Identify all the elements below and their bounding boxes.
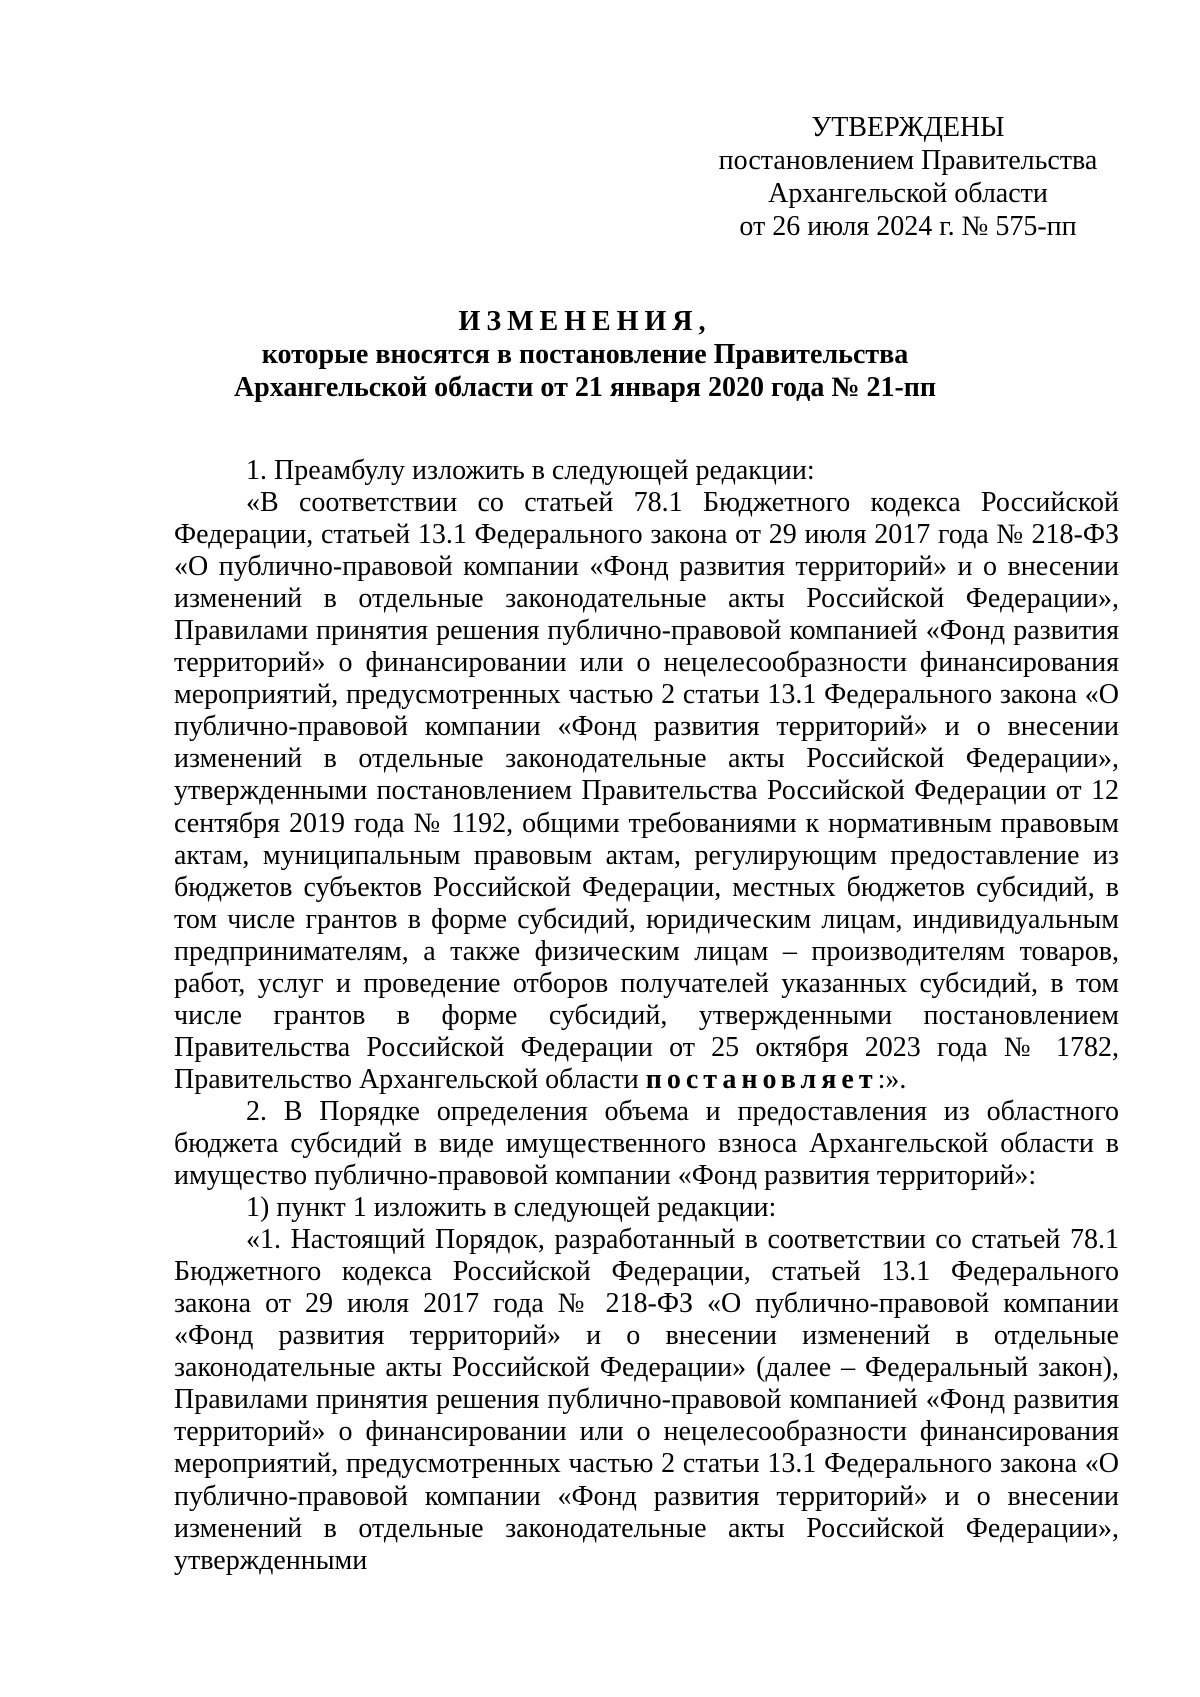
title-subtitle-line-2: Архангельской области от 21 января 2020 года № 21-пп — [233, 372, 937, 403]
paragraph-2-main: «В соответствии со статьей 78.1 Бюджетного кодекса Российской Федерации, статьей 13.1 Федерального закона от 29 июля 2017 года № 218-ФЗ «О публично-правовой компании «Фонд развития территорий» и о внесении изменений в отдельные законодательные акты Российской Федерации», Правилами принятия решения публично-правовой компанией «Фонд развития территорий» о финансировании или о нецелесообразности финансирования мероприятий, предусмотренных частью 2 статьи 13.1 Федерального закона «О публично-правовой компании «Фонд развития территорий» и о внесении изменений в отдельные законодательные акты Российской Федерации», утвержденными постановлением Правительства Российской Федерации от 12 сентября 2019 года № 1192, общими требованиями к нормативным правовым актам, муниципальным правовым актам, регулирующим предоставление из бюджетов субъектов Российской Федерации, местных бюджетов субсидий, в том числе грантов в форме субсидий, юридическим лицам, индивидуальным предпринимателям, а также физическим лицам – производителям товаров, работ, услуг и проведение отборов получателей указанных субсидий, в том числе грантов в форме субсидий, утвержденными постановлением Правительства Российской Федерации от 25 октября 2023 года № 1782, Правительство Архангельской области — [174, 487, 1119, 1095]
approval-line-3: Архангельской области — [768, 178, 1048, 209]
paragraph-1: 1. Преамбулу изложить в следующей редакции: — [246, 455, 815, 486]
approval-line-4: от 26 июля 2024 г. № 575-пп — [739, 211, 1077, 242]
paragraph-4: 1) пункт 1 изложить в следующей редакции: — [246, 1192, 777, 1224]
title-heading: ИЗМЕНЕНИЯ, — [458, 306, 712, 337]
document-title — [175, 305, 995, 404]
paragraph-3: 2. В Порядке определения объема и предоставления из областного бюджета субсидий в виде имущественного взноса Архангельской области в имущество публично-правовой компании «Фонд развития территорий»: — [174, 1095, 1119, 1192]
paragraph-5: «1. Настоящий Порядок, разработанный в соответствии со статьей 78.1 Бюджетного кодекса Российской Федерации, статьей 13.1 Федерального закона от 29 июля 2017 года № 218-ФЗ «О публично-правовой компании «Фонд развития территорий» и о внесении изменений в отдельные законодательные акты Российской Федерации» (далее – Федеральный закон), Правилами принятия решения публично-правовой компанией «Фонд развития территорий» о финансировании или о нецелесообразности финансирования мероприятий, предусмотренных частью 2 статьи 13.1 Федерального закона «О публично-правовой компании «Фонд развития территорий» и о внесении изменений в отдельные законодательные акты Российской Федерации», утвержденными — [174, 1224, 1119, 1576]
title-subtitle-line-1: которые вносятся в постановление Правительства — [261, 339, 909, 370]
approval-line-2: постановлением Правительства — [718, 145, 1098, 176]
approval-stamp — [688, 111, 1128, 243]
paragraph-2-end: :». — [877, 1063, 907, 1095]
approval-line-1: УТВЕРЖДЕНЫ — [811, 112, 1005, 143]
paragraph-2-bold: постановляет — [645, 1063, 878, 1095]
paragraph-2 — [174, 487, 1119, 1096]
document-body — [174, 455, 1119, 1577]
